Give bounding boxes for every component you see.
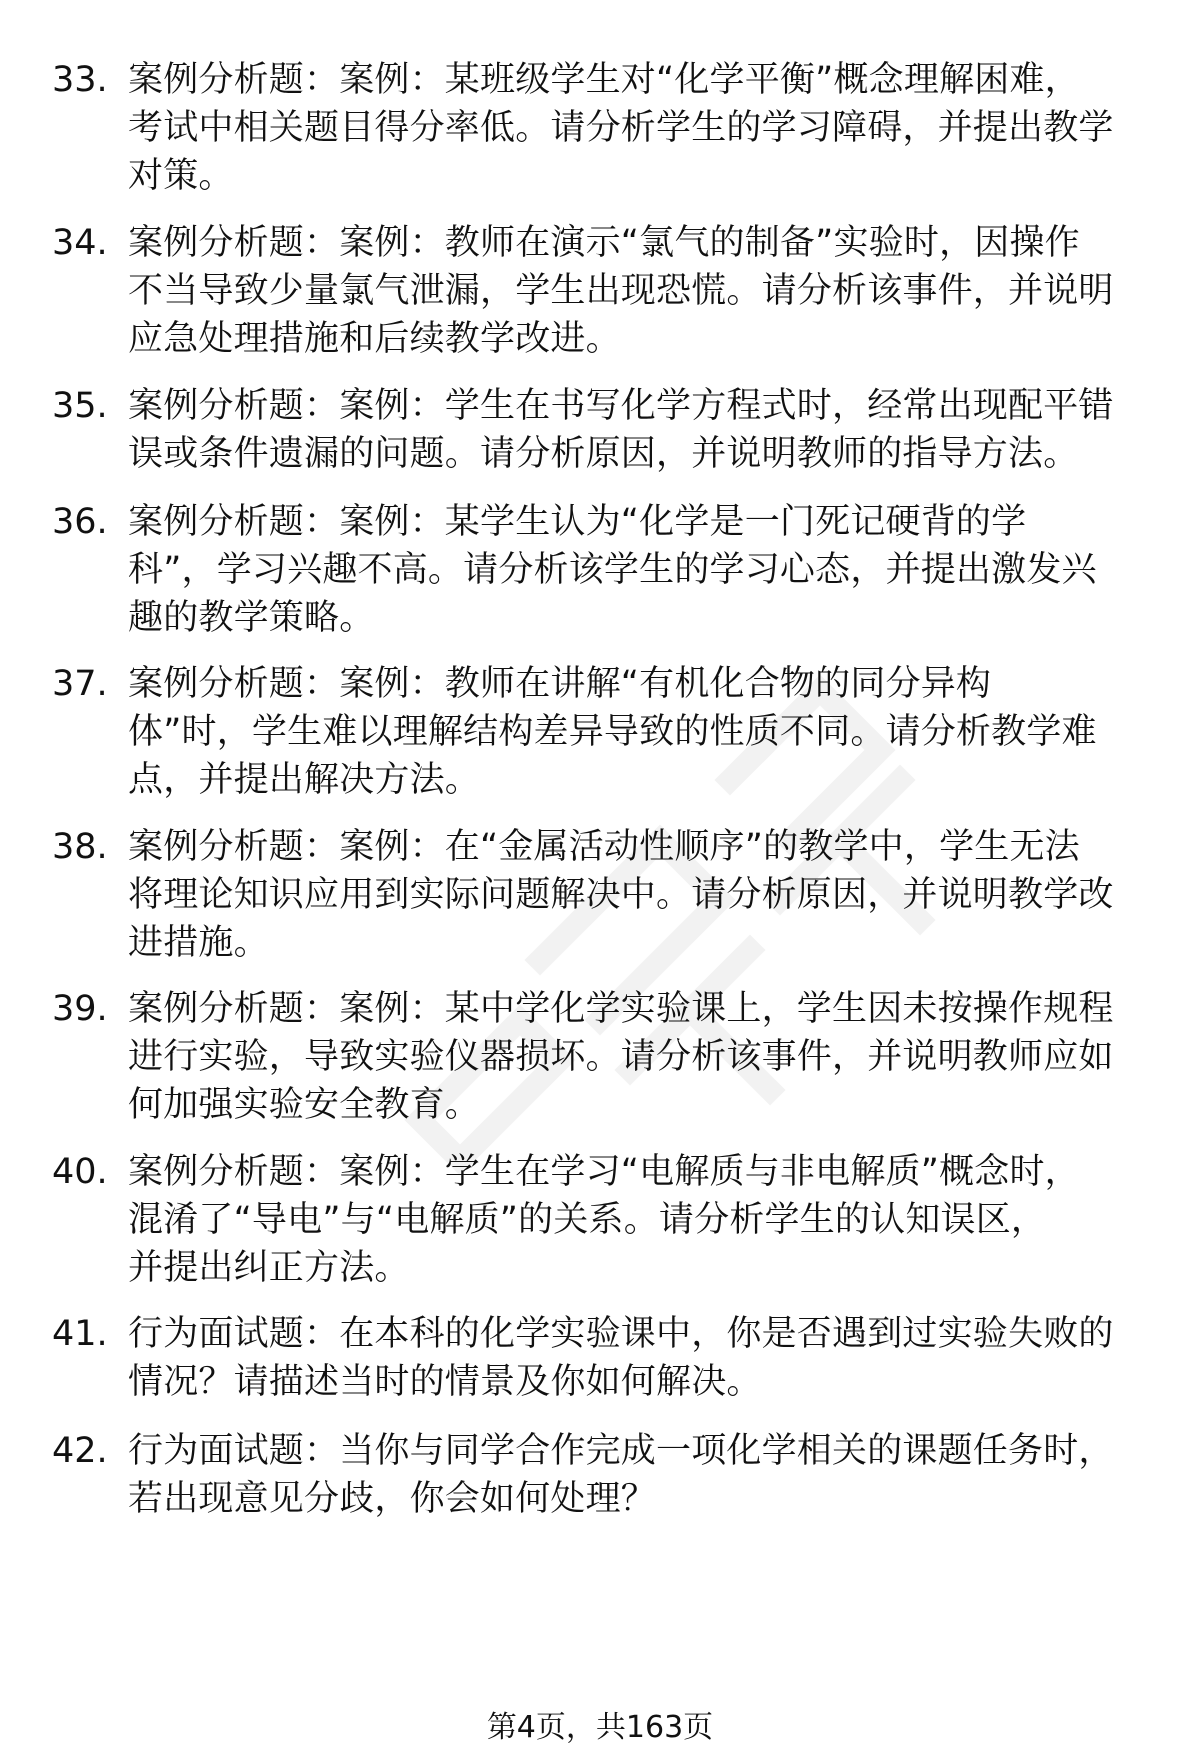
question-number: 41.	[52, 1314, 108, 1354]
question-number: 37.	[52, 664, 108, 704]
question-text	[128, 219, 1193, 363]
question-line: 进行实验，导致实验仪器损坏。请分析该事件，并说明教师应如	[128, 1037, 1114, 1077]
question-line: 应急处理措施和后续教学改进。	[128, 319, 621, 359]
page-footer: 第4页，共163页	[486, 1710, 714, 1745]
question-line: 案例分析题：案例：教师在讲解“有机化合物的同分异构	[128, 664, 992, 704]
question-number: 33.	[52, 60, 108, 100]
question-text	[128, 382, 1193, 478]
question-line: 行为面试题：当你与同学合作完成一项化学相关的课题任务时，	[128, 1431, 1114, 1471]
question-text	[128, 660, 1193, 804]
question-line: 案例分析题：案例：学生在学习“电解质与非电解质”概念时，	[128, 1152, 1080, 1192]
question-line: 案例分析题：案例：某学生认为“化学是一门死记硬背的学	[128, 502, 1027, 542]
question-number: 36.	[52, 502, 108, 542]
question-line: 点，并提出解决方法。	[128, 760, 481, 800]
question-text	[128, 1310, 1193, 1406]
question-line: 对策。	[128, 156, 234, 196]
question-text	[128, 1148, 1193, 1292]
question-line: 案例分析题：案例：学生在书写化学方程式时，经常出现配平错	[128, 386, 1114, 426]
question-line: 案例分析题：案例：某中学化学实验课上，学生因未按操作规程	[128, 989, 1114, 1029]
question-line: 不当导致少量氯气泄漏，学生出现恐慌。请分析该事件，并说明	[128, 271, 1114, 311]
question-line: 案例分析题：案例：在“金属活动性顺序”的教学中，学生无法	[128, 827, 1080, 867]
question-line: 情况？请描述当时的情景及你如何解决。	[128, 1362, 762, 1402]
question-number: 42.	[52, 1431, 108, 1471]
question-number: 40.	[52, 1152, 108, 1192]
question-text	[128, 1427, 1193, 1523]
question-line: 行为面试题：在本科的化学实验课中，你是否遇到过实验失败的	[128, 1314, 1114, 1354]
question-number: 34.	[52, 223, 108, 263]
question-line: 科”，学习兴趣不高。请分析该学生的学习心态，并提出激发兴	[128, 550, 1097, 590]
question-line: 将理论知识应用到实际问题解决中。请分析原因，并说明教学改	[128, 875, 1114, 915]
question-line: 进措施。	[128, 923, 269, 963]
question-text	[128, 985, 1193, 1129]
question-line: 混淆了“导电”与“电解质”的关系。请分析学生的认知误区，	[128, 1200, 1047, 1240]
question-line: 误或条件遗漏的问题。请分析原因，并说明教师的指导方法。	[128, 434, 1079, 474]
question-line: 若出现意见分歧，你会如何处理？	[128, 1479, 657, 1519]
question-line: 案例分析题：案例：某班级学生对“化学平衡”概念理解困难，	[128, 60, 1080, 100]
question-line: 体”时，学生难以理解结构差异导致的性质不同。请分析教学难	[128, 712, 1097, 752]
question-number: 39.	[52, 989, 108, 1029]
question-number: 38.	[52, 827, 108, 867]
question-line: 趣的教学策略。	[128, 598, 375, 638]
question-text	[128, 823, 1193, 967]
question-text	[128, 56, 1193, 200]
question-number: 35.	[52, 386, 108, 426]
question-text	[128, 498, 1193, 642]
question-line: 何加强实验安全教育。	[128, 1085, 481, 1125]
question-line: 案例分析题：案例：教师在演示“氯气的制备”实验时，因操作	[128, 223, 1080, 263]
question-line: 考试中相关题目得分率低。请分析学生的学习障碍，并提出教学	[128, 108, 1114, 148]
question-line: 并提出纠正方法。	[128, 1248, 410, 1288]
